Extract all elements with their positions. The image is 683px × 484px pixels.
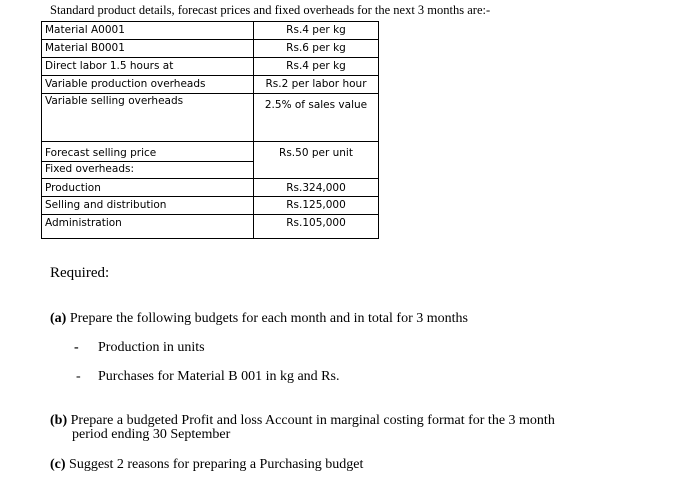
row-value: Rs.4 per kg	[286, 60, 346, 72]
table-row	[41, 178, 379, 196]
question-a-text: Prepare the following budgets for each month and in total for 3 months	[66, 311, 468, 326]
table-row	[41, 21, 379, 39]
table-row	[41, 93, 379, 141]
row-label: Material A0001	[42, 21, 254, 39]
table-row	[41, 214, 379, 238]
bullet-item: Purchases for Material B 001 in kg and Rs.	[98, 369, 340, 384]
row-label: Fixed overheads:	[42, 161, 254, 178]
question-b-label: (b)	[50, 413, 68, 428]
row-value-text: 2.5% of sales value	[264, 99, 368, 111]
table-row	[41, 141, 379, 161]
table-row	[41, 161, 379, 178]
row-value: Rs.125,000	[286, 199, 346, 211]
question-a	[50, 311, 468, 327]
question-b-text: Prepare a budgeted Profit and loss Account in marginal costing format for the 3 month	[67, 413, 555, 428]
row-label: Administration	[42, 214, 254, 238]
intro-text: Standard product details, forecast prices and fixed overheads for the next 3 months are:-	[50, 3, 491, 17]
row-value	[254, 93, 378, 141]
table-row	[41, 39, 379, 57]
bullet-item: Production in units	[98, 340, 205, 355]
row-label	[42, 93, 254, 141]
row-label: Production	[42, 178, 254, 196]
row-value: Rs.105,000	[286, 217, 346, 229]
row-value: Rs.4 per kg	[286, 24, 346, 36]
bullet-marker: -	[74, 340, 79, 355]
table-row	[41, 196, 379, 214]
row-value	[254, 161, 378, 178]
table-border	[41, 238, 379, 239]
row-value: Rs.2 per labor hour	[265, 78, 367, 90]
row-label: Direct labor 1.5 hours at	[42, 57, 254, 75]
question-b-continuation: period ending 30 September	[72, 427, 231, 442]
table-row	[41, 75, 379, 93]
table-row	[41, 57, 379, 75]
row-value: Rs.50 per unit	[279, 147, 353, 159]
bullet-marker: -	[76, 369, 81, 384]
row-label: Variable production overheads	[42, 75, 254, 93]
row-label: Material B0001	[42, 39, 254, 57]
question-c-label: (c)	[50, 457, 66, 472]
question-c-text: Suggest 2 reasons for preparing a Purchasing budget	[65, 457, 364, 472]
row-label: Selling and distribution	[42, 196, 254, 214]
row-label-text: Variable selling overheads	[45, 95, 184, 107]
question-c	[50, 457, 363, 473]
question-a-label: (a)	[50, 311, 67, 326]
required-heading: Required:	[50, 265, 110, 281]
row-label: Forecast selling price	[42, 141, 254, 161]
row-value: Rs.6 per kg	[286, 42, 346, 54]
row-value: Rs.324,000	[286, 182, 346, 194]
